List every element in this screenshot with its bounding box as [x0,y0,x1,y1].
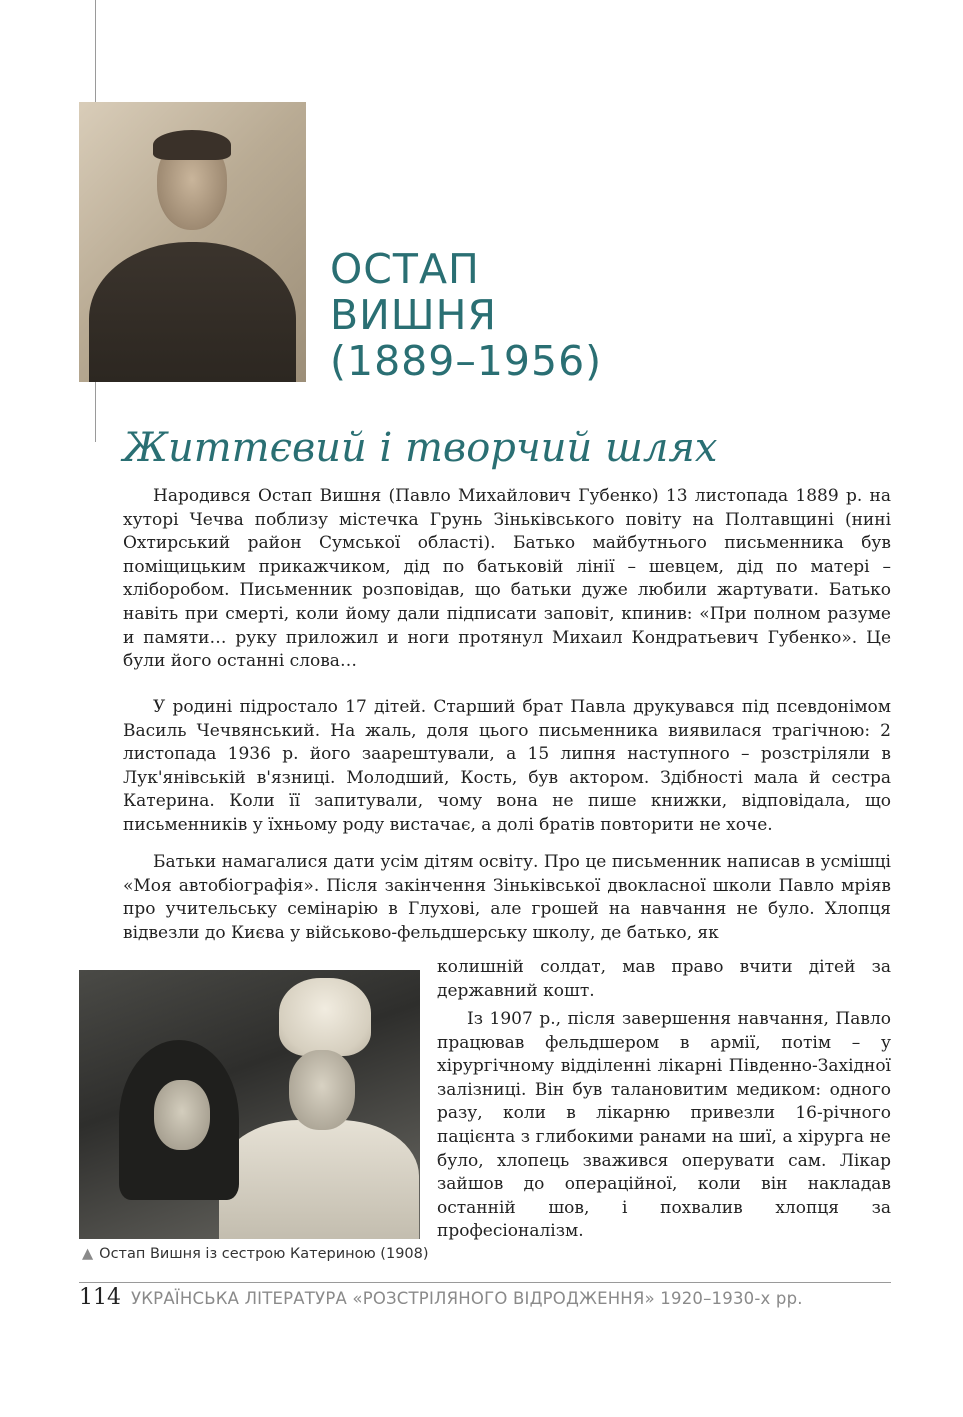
portrait-figure-body [89,242,296,382]
author-last-name: ВИШНЯ [330,291,497,339]
margin-rule-middle [95,382,96,442]
paragraph-medical-career: Із 1907 р., після завершення навчання, Павло працював фельдшером в армії, потім – у хірургічному відділенні лікарні Південно-Західної залізниці. Він був талановитим медиком: одного разу, коли в лікарню привезли 16-річного пацієнта з глибокими ранами на шиї, а хірурга не було, хлопець зважився оперувати сам. Лікар зайшов до операційної, коли він накладав останній шов, і похвалив хлопця за професіоналізм. [437,1009,891,1242]
photo-caption-text: Остап Вишня із сестрою Катериною (1908) [99,1246,429,1262]
author-first-name: ОСТАП [330,245,480,293]
paragraph-education-continued: колишній солдат, мав право вчити дітей за державний кошт. [437,957,891,1001]
page-number: 114 [79,1285,121,1310]
photo-figure-coat [219,1120,419,1239]
author-life-years: (1889–1956) [330,337,603,385]
page-footer [79,1285,803,1312]
caption-triangle-icon: ▲ [82,1246,94,1262]
author-title [330,246,602,384]
footer-divider [79,1282,891,1283]
margin-rule-top [95,0,96,102]
photo-figure-face-brother [289,1050,355,1130]
author-portrait-photo [79,102,306,382]
running-head: УКРАЇНСЬКА ЛІТЕРАТУРА «РОЗСТРІЛЯНОГО ВІДРОДЖЕННЯ» 1920–1930-х рр. [131,1289,803,1308]
section-heading: Життєвий і творчий шлях [123,425,718,471]
portrait-figure-hair [153,130,231,160]
photo-figure-hat [279,978,371,1056]
photo-caption [82,1246,429,1262]
photo-figure-face-sister [154,1080,210,1150]
paragraph-family: У родині підростало 17 дітей. Старший брат Павла друкувався під псевдонімом Василь Чечвянський. На жаль, доля цього письменника виявилася трагічною: 2 листопада 1936 р. його заарештували, а 15 липня наступного – розстріляли в Лук'янівській в'язниці. Молодший, Кость, був актором. Здібності мала й сестра Катерина. Коли її запитували, чому вона не пише книжки, відповідала, що письменників у їхньому роду вистачає, а долі братів повторити не хоче. [123,697,891,835]
family-photo [79,970,420,1239]
paragraph-education: Батьки намагалися дати усім дітям освіту. Про це письменник написав в усмішці «Моя автобіографія». Після закінчення Зіньківської двокласної школи Павло мріяв про учительську семінарію в Глухові, але грошей на навчання не було. Хлопця відвезли до Києва у військово-фельдшерську школу, де батько, як [123,852,891,943]
paragraph-birth: Народився Остап Вишня (Павло Михайлович Губенко) 13 листопада 1889 р. на хуторі Чечва поблизу містечка Грунь Зіньківського повіту на Полтавщині (нині Охтирський район Сумської області). Батько майбутнього письменника був поміщицьким прикажчиком, дід по батьковій лінії – шевцем, дід по матері – хліборобом. Письменник розповідав, що батьки дуже любили жартувати. Батько навіть при смерті, коли йому дали підписати заповіт, кпинив: «При полном разуме и памяти… руку приложил и ноги протянул Михаил Кондратьевич Губенко». Це були його останні слова… [123,486,891,672]
